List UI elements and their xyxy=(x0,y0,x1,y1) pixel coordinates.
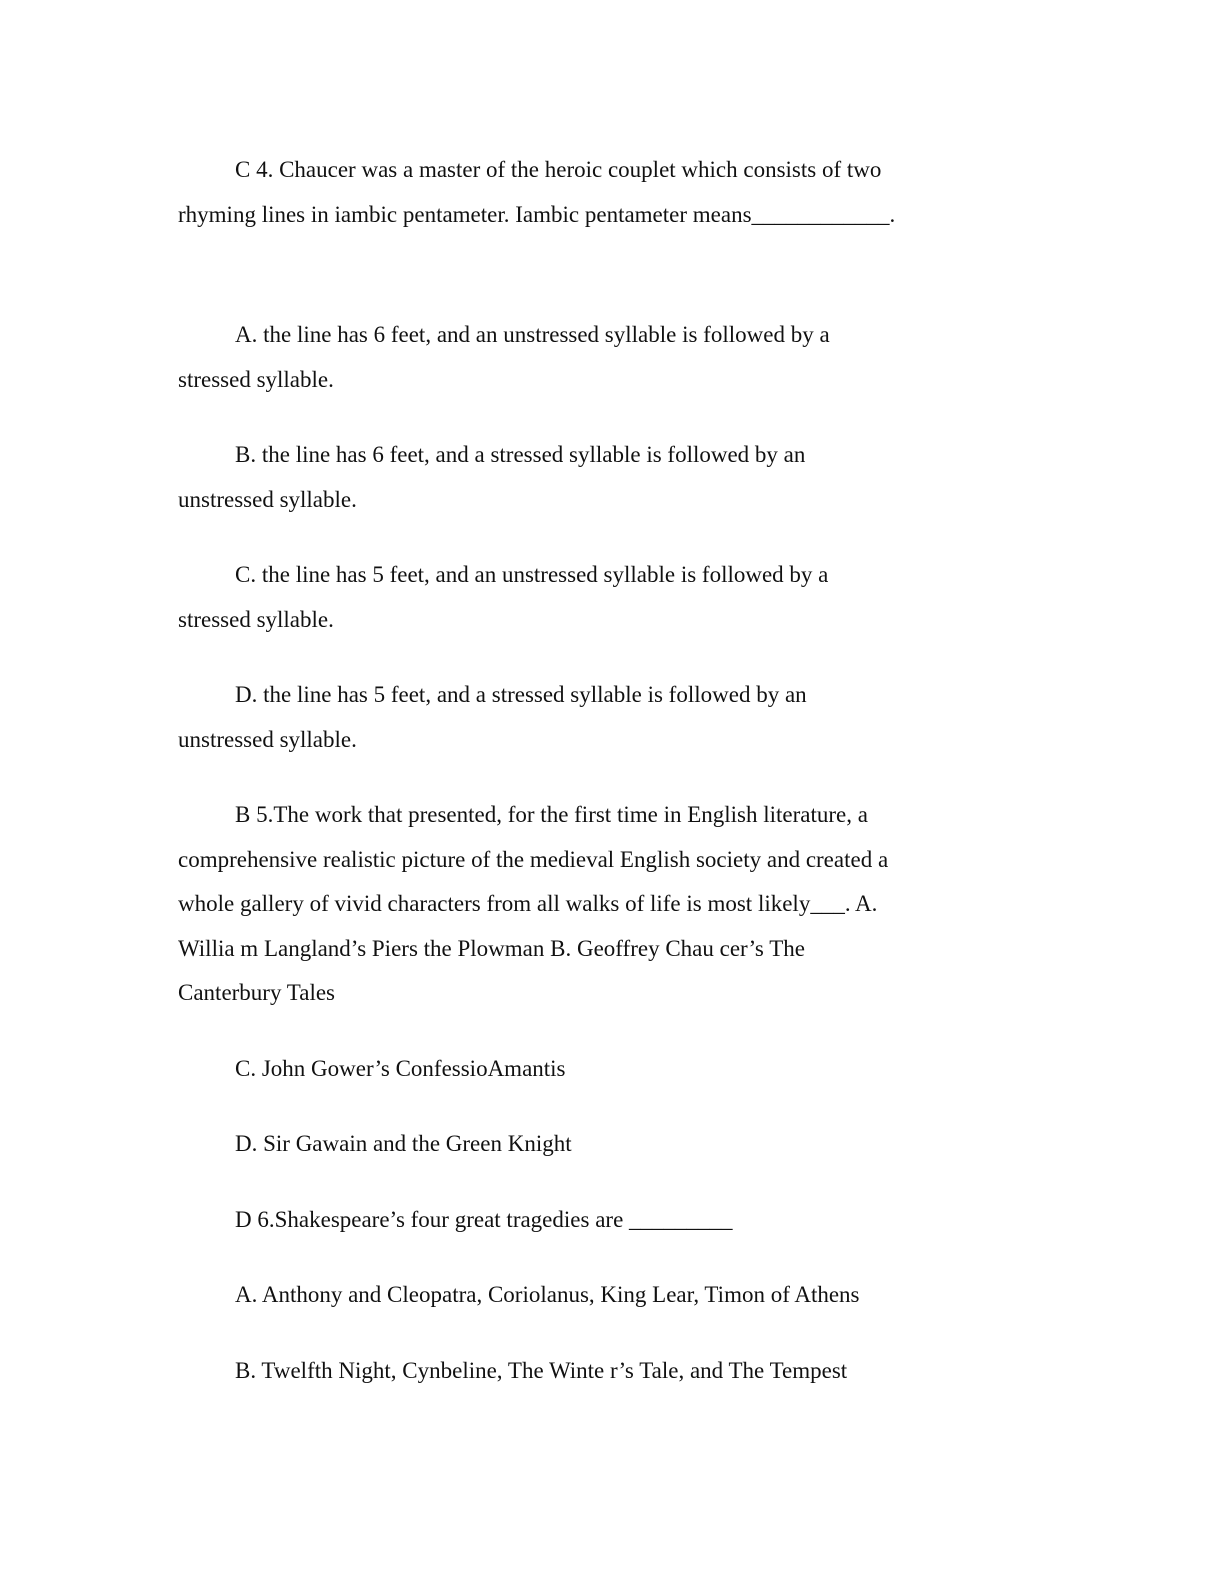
question-4-stem: C 4. Chaucer was a master of the heroic couplet which consists of two rhyming lines in iambic pentameter. Iambic pentameter means____________. xyxy=(178,157,896,227)
question-5-option-c: C. John Gower’s ConfessioAmantis xyxy=(235,1056,566,1081)
question-4-option-a: A. the line has 6 feet, and an unstressed syllable is followed by a stressed syllable. xyxy=(178,322,830,392)
question-5-stem: B 5.The work that presented, for the first time in English literature, a comprehensive realistic picture of the medieval English society and created a whole gallery of vivid characters from all walks of life is most likely___. A. Willia m Langland’s Piers the Plowman B. Geoffrey Chau cer’s The Canterbury Tales xyxy=(178,802,889,1005)
question-6-stem: D 6.Shakespeare’s four great tragedies are _________ xyxy=(235,1207,733,1232)
question-6-option-a: A. Anthony and Cleopatra, Coriolanus, King Lear, Timon of Athens xyxy=(235,1282,860,1307)
question-4-option-c: C. the line has 5 feet, and an unstressed syllable is followed by a stressed syllable. xyxy=(178,562,829,632)
question-4-option-d: D. the line has 5 feet, and a stressed syllable is followed by an unstressed syllable. xyxy=(178,682,807,752)
question-5-option-d: D. Sir Gawain and the Green Knight xyxy=(235,1131,572,1156)
question-6-option-b: B. Twelfth Night, Cynbeline, The Winte r’s Tale, and The Tempest xyxy=(235,1358,848,1383)
question-4-option-b: B. the line has 6 feet, and a stressed syllable is followed by an unstressed syllable. xyxy=(178,442,806,512)
